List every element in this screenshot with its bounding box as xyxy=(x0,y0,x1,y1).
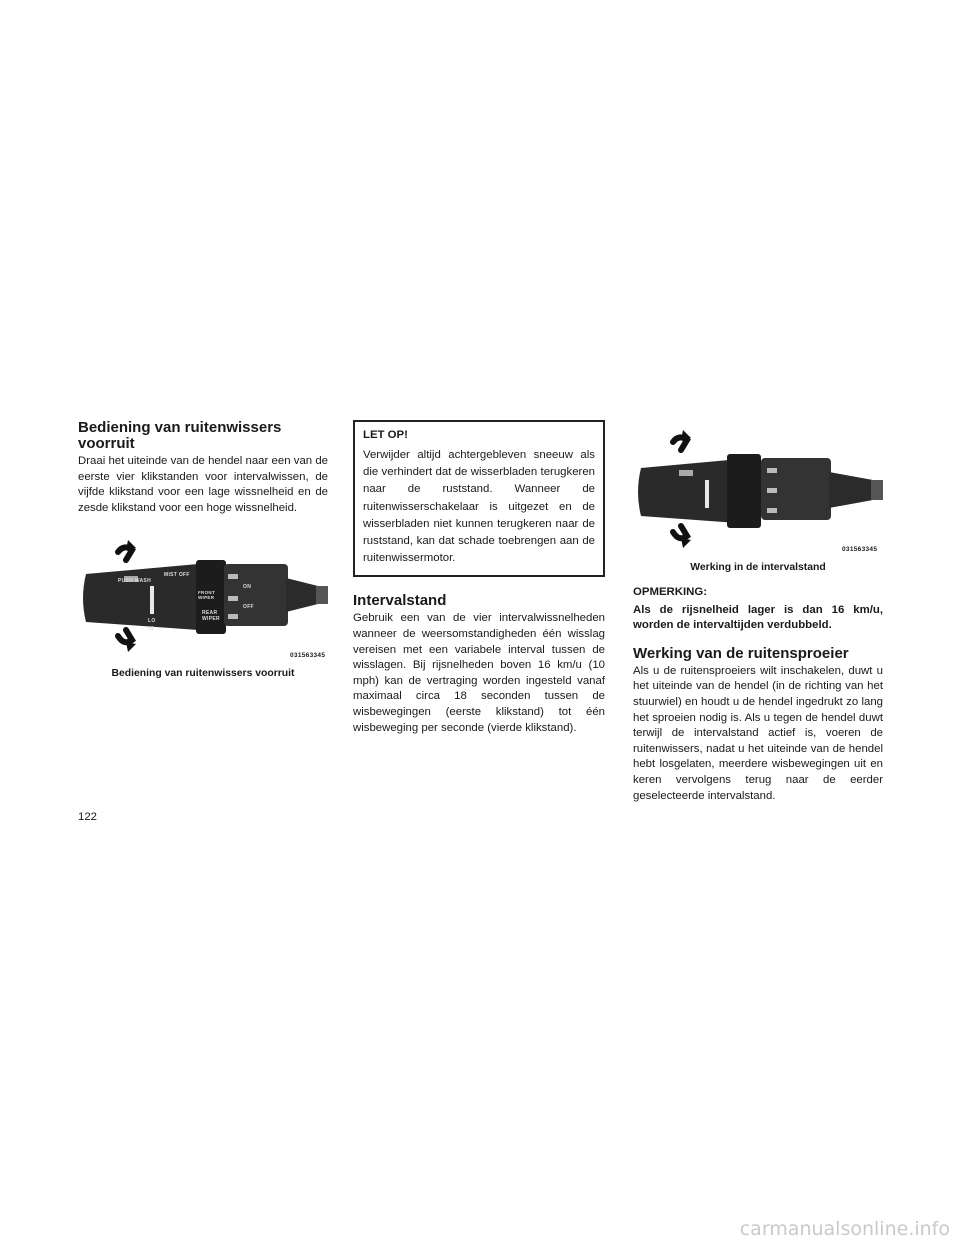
figure-code: 031563345 xyxy=(842,546,878,553)
figure-caption: Bediening van ruitenwissers voorruit xyxy=(111,668,295,680)
label-hi: HI xyxy=(148,626,154,633)
page-number: 122 xyxy=(78,811,98,823)
section-heading-washer: Werking van de ruitensproeier xyxy=(633,644,849,662)
section-heading-interval: Intervalstand xyxy=(353,592,447,610)
front-wipers-paragraph: Draai het uiteinde van de hendel naar een van de eerste vier klikstanden voor intervalwissen, de vijfde klikstand voor een lage wissnelheid en de zesde klikstand voor een hoge wissnelheid. xyxy=(78,455,328,514)
warning-box xyxy=(353,420,605,577)
figure-interval-lever xyxy=(633,428,883,558)
note-label: OPMERKING: xyxy=(633,586,708,598)
label-push-wash: PUSH WASH xyxy=(118,578,151,585)
label-off: OFF xyxy=(243,604,254,611)
watermark: carmanualsonline.info xyxy=(739,1218,950,1240)
label-front-wiper: FRONT WIPER xyxy=(198,590,215,601)
figure-wiper-lever xyxy=(78,534,328,664)
interval-lever-illustration xyxy=(633,428,883,558)
label-lo: LO xyxy=(148,618,156,625)
figure-code: 031563345 xyxy=(290,652,326,660)
section-heading-front-wipers: Bediening van ruitenwissers voorruit xyxy=(78,419,282,452)
washer-paragraph: Als u de ruitensproeiers wilt inschakelen, duwt u het uiteinde van de hendel (in de richting van het stuurwiel) en houdt u de hendel ingedrukt zo lang het sproeien nodig is. Als u tegen de hendel duwt terwijl de intervalstand actief is, voeren de ruitenwissers, nadat u het uiteinde van de hendel hebt losgelaten, meerdere wisbewegingen uit en keren vervolgens terug naar de eerder geselecteerde intervalstand. xyxy=(633,664,883,802)
column-1 xyxy=(78,420,328,679)
label-on: ON xyxy=(243,584,252,591)
column-3 xyxy=(633,420,883,804)
interval-paragraph: Gebruik een van de vier intervalwissnelheden wanneer de weersomstandigheden één wisslag vereisen met een variabele interval tussen de wisslagen. Bij rijsnelheden boven 16 km/u (10 mph) kan de vertraging worden ingesteld vanaf maximaal circa 18 seconden tussen de wisbewegingen (eerste klikstand) tot één wisbeweging per seconde (vierde klikstand). xyxy=(353,612,605,734)
label-rear-wiper: REAR WIPER xyxy=(202,610,220,623)
warning-title: LET OP! xyxy=(363,429,408,441)
note-text: Als de rijsnelheid lager is dan 16 km/u, worden de intervaltijden verdubbeld. xyxy=(633,603,883,632)
figure-caption: Werking in de intervalstand xyxy=(690,562,826,573)
warning-text: Verwijder altijd achtergebleven sneeuw als die verhindert dat de wisserbladen terugkeren naar de ruststand. Wanneer de ruitenwisserschakelaar is uitgezet en de wisserbladen niet kunnen terugkeren naar de ruststand, kan dat schade toebrengen aan de ruitenwissermotor. xyxy=(363,449,595,565)
column-2 xyxy=(353,420,605,736)
label-mist-off: MIST OFF xyxy=(164,572,190,579)
